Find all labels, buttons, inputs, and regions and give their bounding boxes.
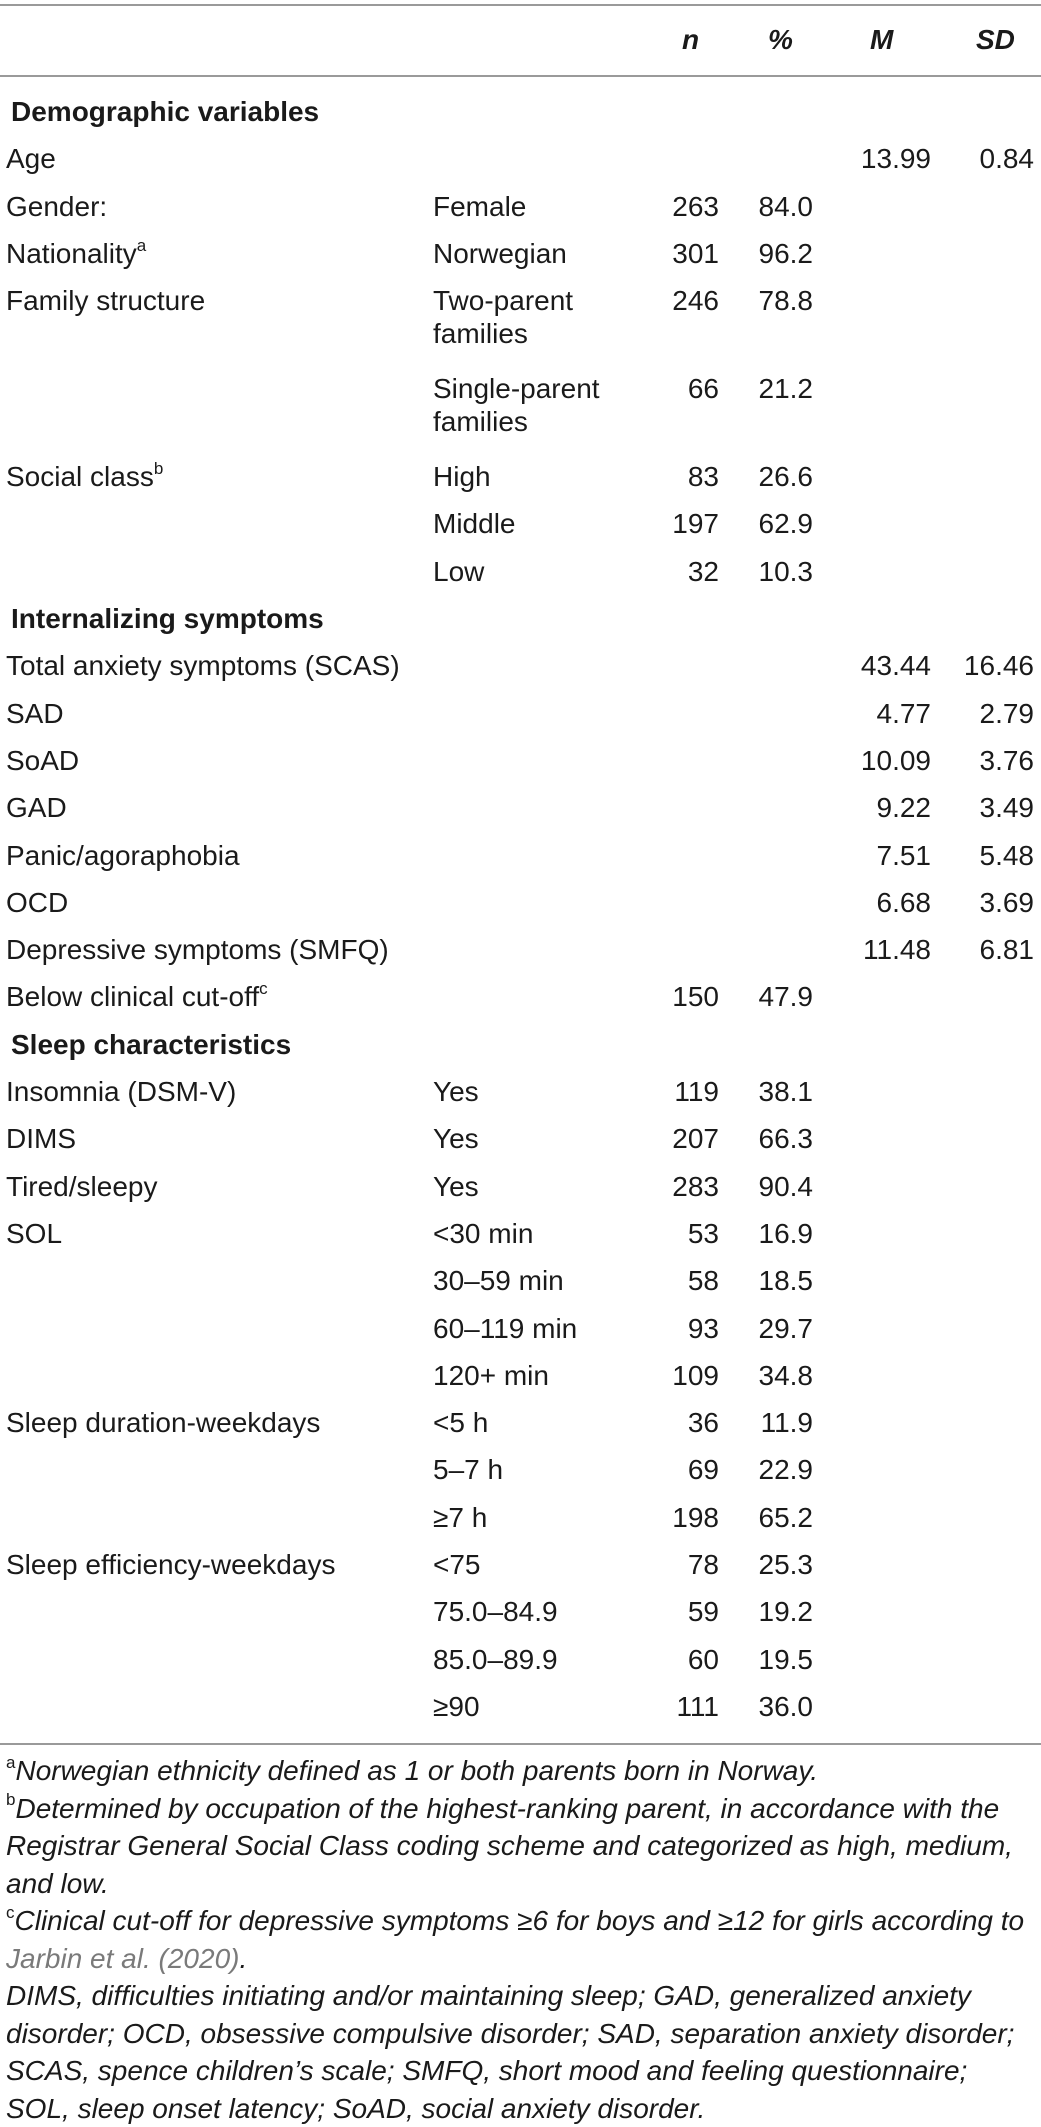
cell-percent: 78.8 xyxy=(758,285,813,317)
footnote-b: $^b$Determined by occupation of the highest-ranking parent, in accordance with the Registrar General Social Class coding scheme and categorized as high, medium, and low. xyxy=(6,1790,1013,1899)
cell-mean: 6.68 xyxy=(876,886,931,918)
header-sd: SD xyxy=(976,24,1015,55)
cell-percent: 16.9 xyxy=(758,1217,813,1249)
cell-n: 32 xyxy=(687,555,719,587)
row-label: Sleep efficiency-weekdays xyxy=(6,1549,336,1581)
cell-n: 60 xyxy=(687,1643,719,1675)
cell-n: 78 xyxy=(687,1549,719,1581)
table-row xyxy=(0,690,1041,737)
footnote-abbreviations: DIMS, difficulties initiating and/or maintaining sleep; GAD, generalized anxiety disorder; OCD, obsessive compulsive disorder; SAD, separation anxiety disorder; SCAS, spence children’s scale; SMFQ, short mood and feeling questionnaire; SOL, sleep onset latency; SoAD, social anxiety disorder. xyxy=(6,1980,1015,2124)
cell-percent: 18.5 xyxy=(758,1265,813,1297)
row-sublabel: Norwegian xyxy=(433,237,567,269)
table-row xyxy=(0,1636,1041,1683)
table-row xyxy=(0,926,1041,973)
cell-percent: 47.9 xyxy=(758,981,813,1013)
cell-n: 207 xyxy=(672,1123,719,1155)
cell-mean: 4.77 xyxy=(876,697,931,729)
table-row xyxy=(0,832,1041,879)
cell-percent: 19.2 xyxy=(758,1596,813,1628)
row-sublabel: Middle xyxy=(433,508,516,540)
table-top-rule xyxy=(0,4,1041,6)
table-row xyxy=(0,183,1041,230)
cell-sd: 2.79 xyxy=(979,697,1034,729)
cell-n: 93 xyxy=(687,1312,719,1344)
row-sublabel: Low xyxy=(433,555,485,587)
row-sublabel: Two-parent families xyxy=(433,285,574,350)
row-label: Nationality$^a$ xyxy=(6,235,147,269)
table-row xyxy=(0,737,1041,784)
header-rule xyxy=(0,75,1041,77)
row-sublabel: Female xyxy=(433,190,527,222)
cell-mean: 13.99 xyxy=(860,143,931,175)
header-n: n xyxy=(682,24,700,55)
row-label: SOL xyxy=(6,1217,63,1249)
footnote-a: $^a$Norwegian ethnicity defined as 1 or both parents born in Norway. xyxy=(6,1752,819,1786)
cell-sd: 3.49 xyxy=(979,792,1034,824)
table-row xyxy=(0,1210,1041,1257)
table-row xyxy=(0,1352,1041,1399)
table-row xyxy=(0,1446,1041,1493)
row-label: Sleep duration-weekdays xyxy=(6,1407,321,1439)
table-row xyxy=(0,1305,1041,1352)
cell-sd: 3.69 xyxy=(979,886,1034,918)
table-row xyxy=(0,1683,1041,1730)
cell-n: 197 xyxy=(672,508,719,540)
section-header xyxy=(0,88,1041,135)
cell-n: 66 xyxy=(687,373,719,405)
row-sublabel: Single-parent families xyxy=(433,373,600,438)
cell-percent: 90.4 xyxy=(758,1170,813,1202)
row-label: Below clinical cut-off$^c$ xyxy=(6,979,268,1013)
cell-percent: 84.0 xyxy=(758,190,813,222)
cell-mean: 43.44 xyxy=(860,650,931,682)
section-title: Demographic variables xyxy=(11,96,320,127)
row-sublabel: 60–119 min xyxy=(433,1312,578,1344)
table-row xyxy=(0,784,1041,831)
cell-n: 109 xyxy=(672,1359,719,1391)
row-label: OCD xyxy=(6,886,69,918)
section-title: Internalizing symptoms xyxy=(11,603,324,635)
row-label: Panic/agoraphobia xyxy=(6,839,240,871)
cell-percent: 66.3 xyxy=(758,1123,813,1155)
cell-mean: 9.22 xyxy=(876,792,931,824)
cell-n: 150 xyxy=(672,981,719,1013)
row-sublabel: ≥90 xyxy=(433,1690,480,1722)
cell-percent: 25.3 xyxy=(758,1549,813,1581)
row-label: SoAD xyxy=(6,744,80,776)
cell-percent: 19.5 xyxy=(758,1643,813,1675)
section-title: Sleep characteristics xyxy=(11,1028,292,1060)
cell-sd: 5.48 xyxy=(979,839,1034,871)
cell-percent: 65.2 xyxy=(758,1501,813,1533)
cell-n: 58 xyxy=(687,1265,719,1297)
cell-percent: 96.2 xyxy=(758,237,813,269)
cell-percent: 36.0 xyxy=(758,1690,813,1722)
row-label: Gender: xyxy=(6,190,108,222)
cell-percent: 22.9 xyxy=(758,1454,813,1486)
table-row xyxy=(0,1494,1041,1541)
table-row xyxy=(0,1588,1041,1635)
row-sublabel: 75.0–84.9 xyxy=(433,1596,558,1628)
cell-mean: 11.48 xyxy=(863,934,931,966)
row-label: Insomnia (DSM-V) xyxy=(6,1076,237,1108)
cell-n: 301 xyxy=(672,237,719,269)
cell-percent: 10.3 xyxy=(758,555,813,587)
section-header xyxy=(0,1021,1041,1068)
cell-sd: 3.76 xyxy=(979,744,1034,776)
cell-n: 59 xyxy=(687,1596,719,1628)
cell-mean: 7.51 xyxy=(876,839,931,871)
table-row xyxy=(0,1163,1041,1210)
table-row xyxy=(0,1257,1041,1304)
table-row xyxy=(0,230,1041,277)
table-row xyxy=(0,642,1041,689)
row-label: Social class$^b$ xyxy=(6,458,164,493)
cell-sd: 0.84 xyxy=(979,143,1034,175)
row-sublabel: <5 h xyxy=(433,1407,489,1439)
cell-n: 83 xyxy=(687,461,719,493)
cell-sd: 16.46 xyxy=(963,650,1034,682)
citation-link[interactable]: Jarbin et al. (2020) xyxy=(6,1942,240,1974)
row-label: DIMS xyxy=(6,1123,76,1155)
row-sublabel: <75 xyxy=(433,1549,481,1581)
table-row xyxy=(0,277,1041,365)
header-percent: % xyxy=(768,24,793,55)
table-row xyxy=(0,1115,1041,1162)
cell-percent: 26.6 xyxy=(758,461,813,493)
row-sublabel: Yes xyxy=(433,1123,479,1155)
cell-n: 283 xyxy=(672,1170,719,1202)
cell-n: 53 xyxy=(687,1217,719,1249)
cell-n: 246 xyxy=(672,285,719,317)
table-bottom-rule xyxy=(0,1743,1041,1745)
cell-percent: 21.2 xyxy=(758,373,813,405)
footnote-marker: a xyxy=(136,235,147,255)
row-sublabel: 5–7 h xyxy=(433,1454,504,1486)
table-row xyxy=(0,453,1041,500)
table-row xyxy=(0,548,1041,595)
cell-percent: 29.7 xyxy=(758,1312,813,1344)
cell-n: 198 xyxy=(672,1501,719,1533)
row-sublabel: Yes xyxy=(433,1170,479,1202)
table-row xyxy=(0,135,1041,182)
cell-n: 36 xyxy=(687,1407,719,1439)
cell-n: 263 xyxy=(672,190,719,222)
cell-percent: 11.9 xyxy=(760,1407,813,1439)
table-footnotes xyxy=(6,1752,1036,2127)
cell-percent: 34.8 xyxy=(758,1359,813,1391)
header-mean: M xyxy=(870,24,894,55)
cell-percent: 38.1 xyxy=(758,1076,813,1108)
row-label: SAD xyxy=(6,697,64,729)
row-label: Total anxiety symptoms (SCAS) xyxy=(6,650,400,682)
section-header xyxy=(0,595,1041,642)
row-sublabel: <30 min xyxy=(433,1217,534,1249)
cell-n: 69 xyxy=(687,1454,719,1486)
footnote-marker: b xyxy=(153,458,164,478)
table-row xyxy=(0,1399,1041,1446)
row-sublabel: 30–59 min xyxy=(433,1265,564,1297)
row-sublabel: 120+ min xyxy=(433,1359,549,1391)
row-label: GAD xyxy=(6,792,67,824)
row-sublabel: High xyxy=(433,461,491,493)
row-label: Depressive symptoms (SMFQ) xyxy=(6,934,389,966)
cell-n: 119 xyxy=(674,1076,719,1108)
table-row xyxy=(0,500,1041,547)
table-row xyxy=(0,365,1041,453)
table-row xyxy=(0,879,1041,926)
row-label: Tired/sleepy xyxy=(6,1170,158,1202)
cell-mean: 10.09 xyxy=(860,744,931,776)
row-sublabel: ≥7 h xyxy=(433,1501,488,1533)
cell-percent: 62.9 xyxy=(758,508,813,540)
table-row xyxy=(0,1068,1041,1115)
cell-sd: 6.81 xyxy=(979,934,1034,966)
row-label: Family structure xyxy=(6,285,206,317)
table-row xyxy=(0,973,1041,1020)
footnote-marker: c xyxy=(259,979,268,999)
row-label: Age xyxy=(6,143,56,175)
footnote-c: $^c$Clinical cut-off for depressive symptoms ≥6 for boys and ≥12 for girls according to Jarbin et al. (2020). xyxy=(6,1902,1025,1974)
table-row xyxy=(0,1541,1041,1588)
cell-n: 111 xyxy=(676,1690,719,1722)
table-body xyxy=(0,88,1041,1730)
row-sublabel: Yes xyxy=(433,1076,479,1108)
row-sublabel: 85.0–89.9 xyxy=(433,1643,558,1675)
